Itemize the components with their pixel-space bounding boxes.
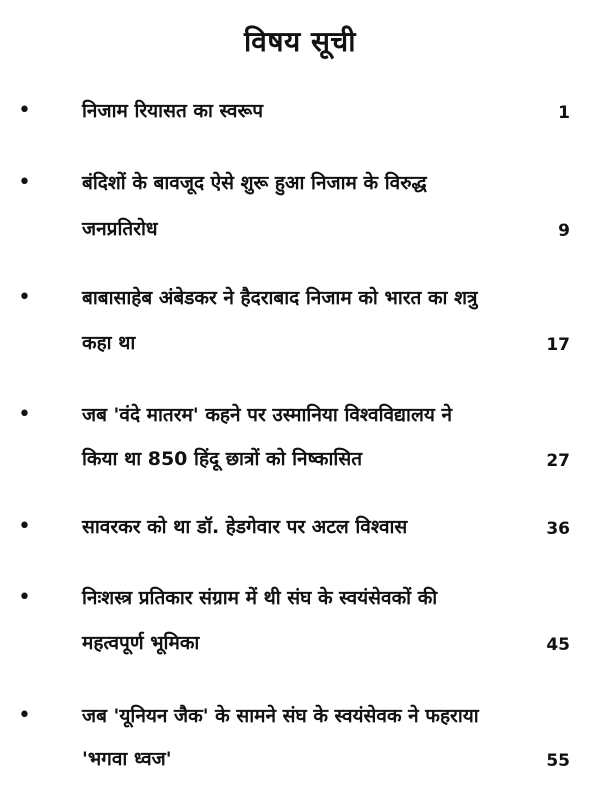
entry-line: किया था 850 हिंदू छात्रों को निष्कासित <box>82 448 363 470</box>
entry-line: निजाम रियासत का स्वरूप <box>82 100 264 122</box>
entry-line: बंदिशों के बावजूद ऐसे शुरू हुआ निजाम के विरुद्ध <box>82 172 427 194</box>
bullet-icon: • <box>18 285 31 310</box>
entry-line: निःशस्त्र प्रतिकार संग्राम में थी संघ के स्वयंसेवकों की <box>82 587 438 609</box>
entry-line: जनप्रतिरोध <box>82 218 158 240</box>
page-number: 1 <box>558 103 570 123</box>
entry-line: 'भगवा ध्वज' <box>82 748 172 770</box>
page-number: 17 <box>546 335 570 355</box>
page-title: विषय सूची <box>244 25 356 58</box>
bullet-icon: • <box>18 703 31 728</box>
page-number: 45 <box>546 635 570 655</box>
bullet-icon: • <box>18 514 31 539</box>
entry-line: बाबासाहेब अंबेडकर ने हैदराबाद निजाम को भारत का शत्रु <box>82 287 478 309</box>
page-number: 9 <box>558 221 570 241</box>
bullet-icon: • <box>18 170 31 195</box>
entry-line: जब 'वंदे मातरम' कहने पर उस्मानिया विश्वविद्यालय ने <box>82 404 453 426</box>
page-number: 55 <box>546 751 570 771</box>
entry-line: कहा था <box>82 332 136 354</box>
page-number: 36 <box>546 519 570 539</box>
entry-line: महत्वपूर्ण भूमिका <box>82 632 200 654</box>
entry-line: सावरकर को था डॉ. हेडगेवार पर अटल विश्वास <box>82 516 408 538</box>
entry-line: जब 'यूनियन जैक' के सामने संघ के स्वयंसेवक ने फहराया <box>82 705 479 727</box>
bullet-icon: • <box>18 585 31 610</box>
bullet-icon: • <box>18 402 31 427</box>
page-number: 27 <box>546 451 570 471</box>
bullet-icon: • <box>18 98 31 123</box>
